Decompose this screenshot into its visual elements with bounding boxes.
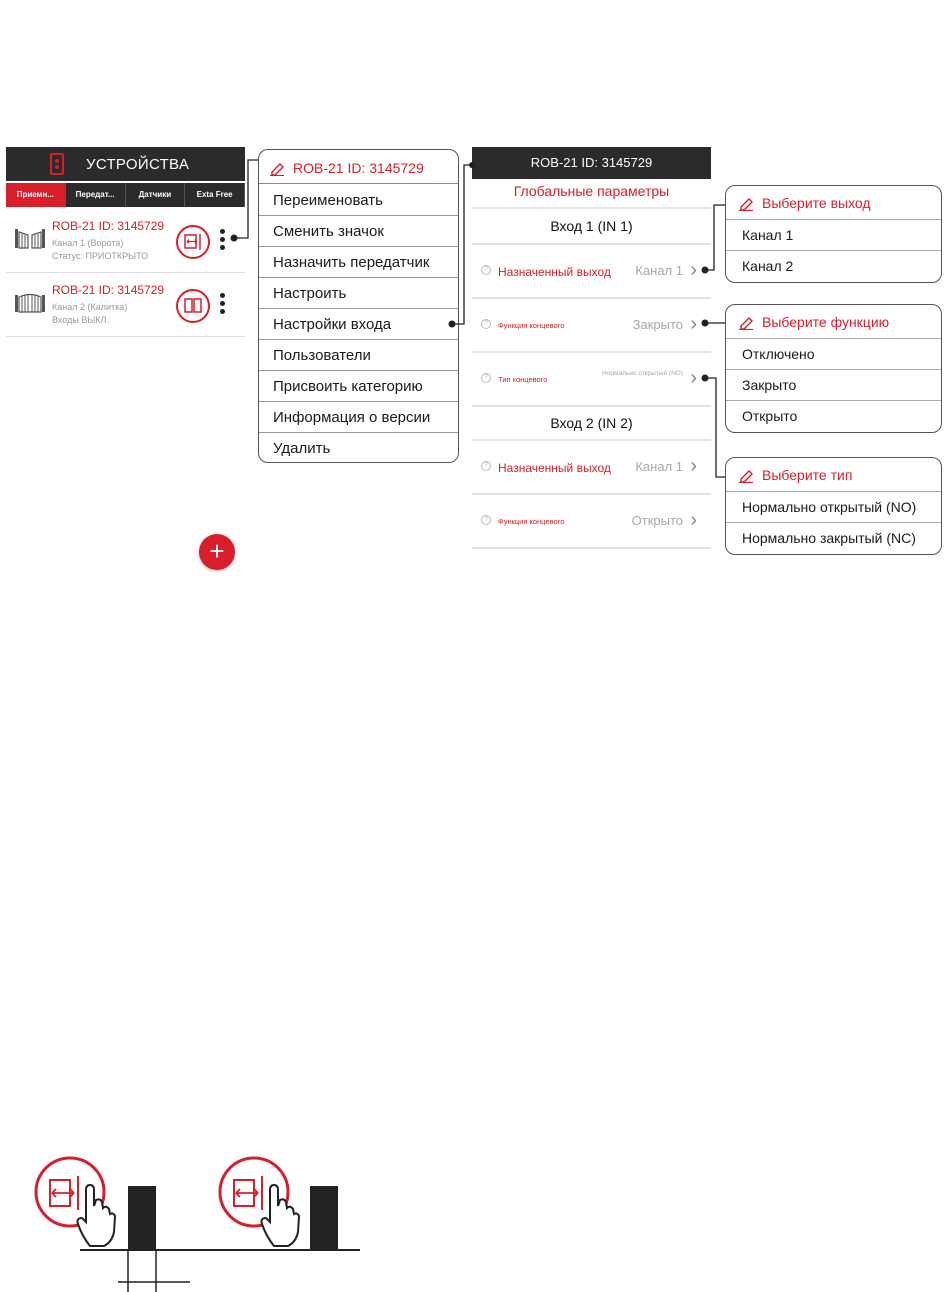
popup-title: Выберите тип — [762, 467, 853, 483]
chevron-right-icon: › — [690, 367, 697, 389]
menu-item-rename[interactable]: Переименовать — [259, 185, 458, 216]
help-icon[interactable]: ? — [481, 373, 491, 383]
tab-transmitters[interactable]: Передат... — [66, 183, 126, 207]
tap-hand-icon — [220, 1158, 299, 1246]
row-value: Закрыто — [632, 317, 683, 332]
devices-title: УСТРОЙСТВА — [86, 156, 190, 173]
menu-item-users[interactable]: Пользователи — [259, 340, 458, 371]
option-normally-closed[interactable]: Нормально закрытый (NC) — [742, 530, 916, 546]
row-label: Функция концевого — [498, 321, 565, 330]
settings-header: ROB-21 ID: 3145729 — [472, 147, 711, 179]
tap-hand-icon — [36, 1158, 115, 1246]
device-name: ROB-21 ID: 3145729 — [52, 283, 165, 297]
row-label: Назначенный выход — [498, 461, 611, 475]
add-device-button[interactable]: + — [199, 534, 235, 570]
connector-lines — [0, 0, 950, 600]
option-channel-2[interactable]: Канал 2 — [742, 258, 794, 274]
popup-title: Выберите выход — [762, 195, 871, 211]
tab-receivers[interactable]: Приемн... — [6, 183, 66, 207]
help-icon[interactable]: ? — [481, 515, 491, 525]
impulse-diagram — [30, 1150, 370, 1292]
option-normally-open[interactable]: Нормально открытый (NO) — [726, 492, 941, 523]
global-params-link[interactable]: Глобальные параметры — [513, 183, 670, 199]
popup-title: Выберите функцию — [762, 314, 890, 330]
device-status: Статус: ПРИОТКРЫТО — [52, 251, 149, 261]
help-icon[interactable]: ? — [481, 461, 491, 471]
input1-heading: Вход 1 (IN 1) — [550, 218, 633, 234]
option-channel-1[interactable]: Канал 1 — [726, 220, 941, 251]
row-value: Канал 1 — [635, 459, 683, 474]
input2-heading: Вход 2 (IN 2) — [550, 415, 633, 431]
device-channel: Канал 1 (Ворота) — [52, 238, 124, 248]
menu-item-input-settings[interactable]: Настройки входа — [259, 309, 458, 340]
row-label: Тип концевого — [498, 375, 548, 384]
row-label: Функция концевого — [498, 517, 565, 526]
help-icon[interactable]: ? — [481, 319, 491, 329]
device-status: Входы ВЫКЛ. — [52, 315, 109, 325]
chevron-right-icon: › — [690, 509, 697, 531]
chevron-right-icon: › — [690, 313, 697, 335]
menu-item-version-info[interactable]: Информация о версии — [259, 402, 458, 433]
row-value: Нормально открытый (NO) — [602, 370, 683, 377]
menu-item-configure[interactable]: Настроить — [259, 278, 458, 309]
chevron-right-icon: › — [690, 455, 697, 477]
row-label: Назначенный выход — [498, 265, 611, 279]
option-closed[interactable]: Закрыто — [726, 370, 941, 401]
row-value: Открыто — [631, 513, 683, 528]
menu-item-change-icon[interactable]: Сменить значок — [259, 216, 458, 247]
chevron-right-icon: › — [690, 259, 697, 281]
row-value: Канал 1 — [635, 263, 683, 278]
tab-sensors[interactable]: Датчики — [126, 183, 186, 207]
device-name: ROB-21 ID: 3145729 — [52, 219, 165, 233]
option-disabled[interactable]: Отключено — [726, 339, 941, 370]
menu-title: ROB-21 ID: 3145729 — [293, 160, 424, 176]
menu-item-assign-category[interactable]: Присвоить категорию — [259, 371, 458, 402]
tab-exta-free[interactable]: Exta Free — [185, 183, 245, 207]
option-open[interactable]: Открыто — [742, 408, 798, 424]
device-channel: Канал 2 (Калитка) — [52, 302, 128, 312]
help-icon[interactable]: ? — [481, 265, 491, 275]
menu-item-assign-transmitter[interactable]: Назначить передатчик — [259, 247, 458, 278]
menu-item-delete[interactable]: Удалить — [273, 440, 331, 457]
